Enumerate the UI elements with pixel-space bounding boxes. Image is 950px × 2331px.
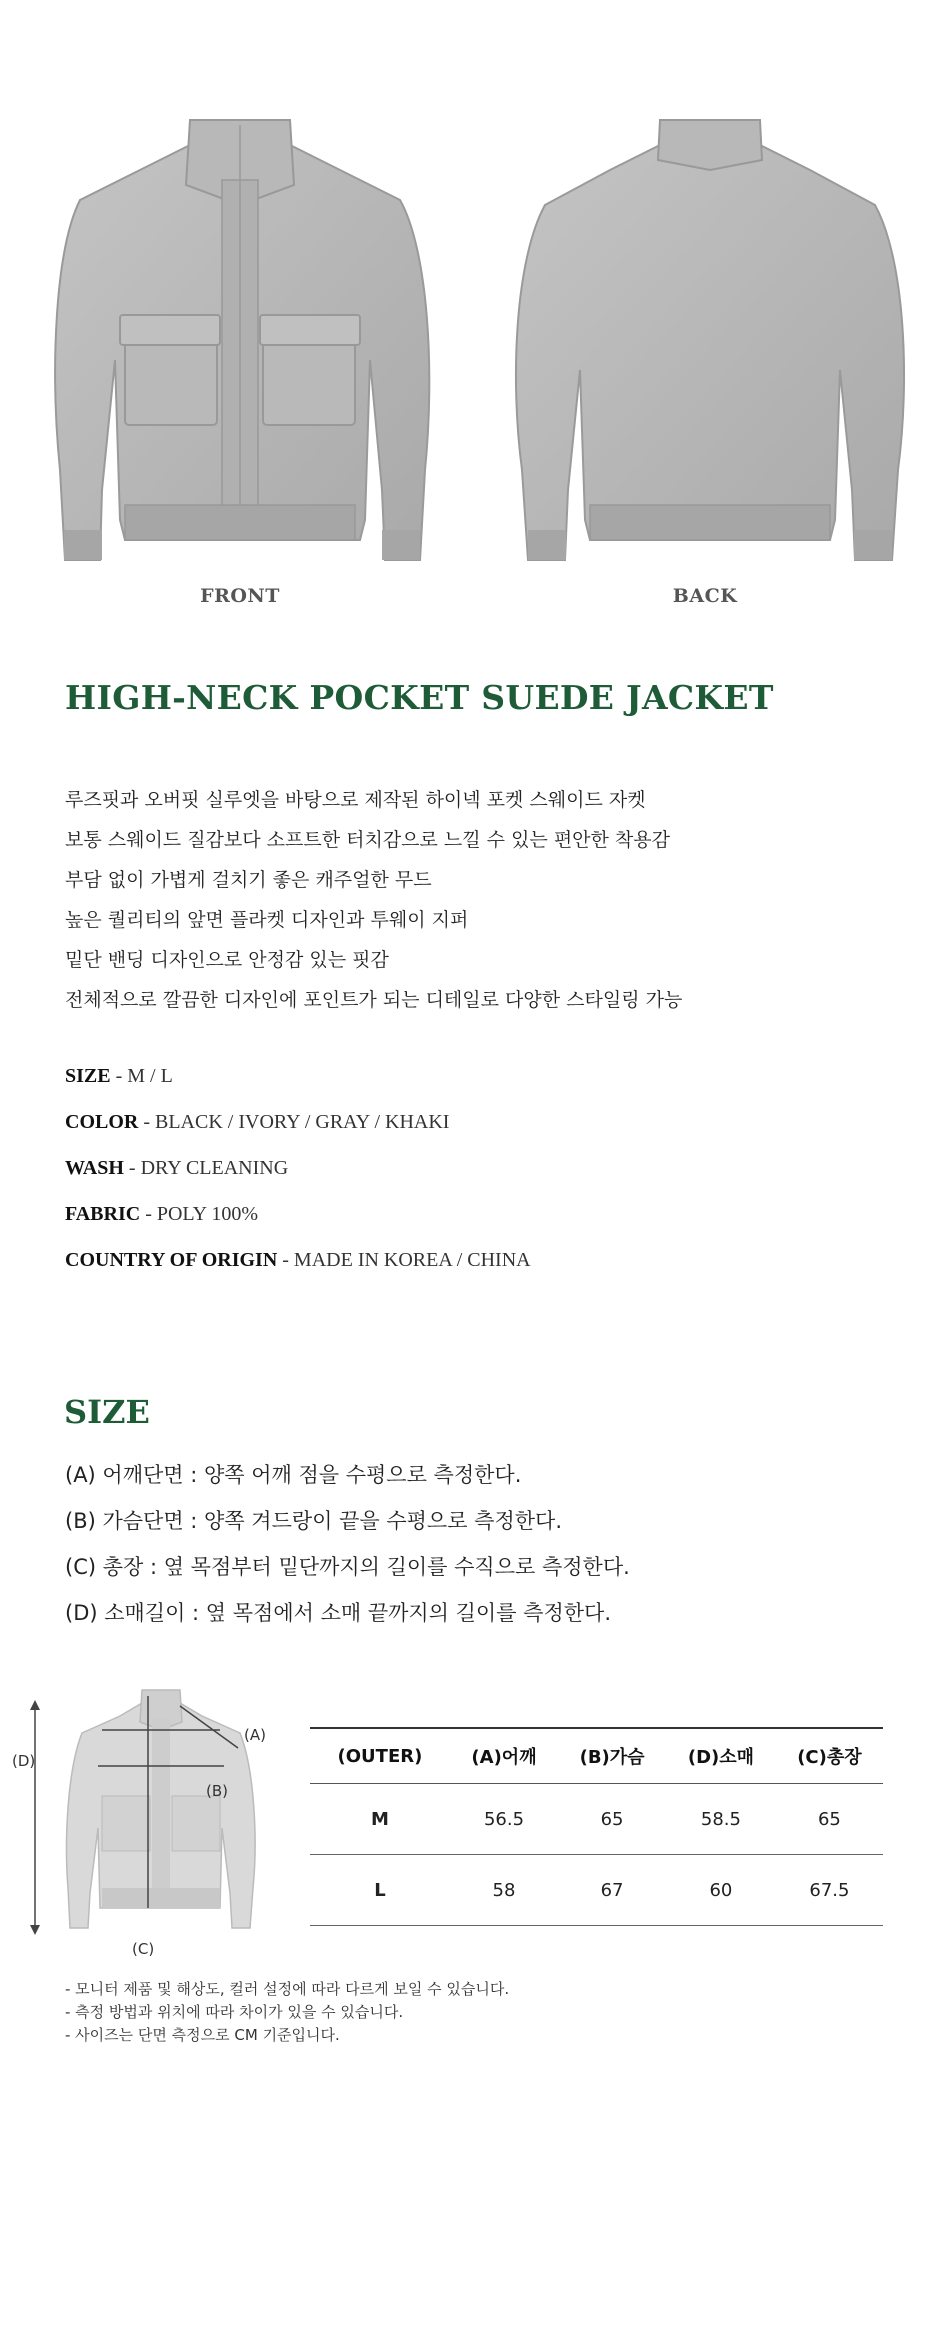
spec-color: COLOR - BLACK / IVORY / GRAY / KHAKI <box>65 1111 450 1133</box>
description-line: 보통 스웨이드 질감보다 소프트한 터치감으로 느낄 수 있는 편안한 착용감 <box>65 829 670 851</box>
note-line: - 측정 방법과 위치에 따라 차이가 있을 수 있습니다. <box>65 2003 404 2021</box>
measurement-a: (A) 어깨단면 : 양쪽 어깨 점을 수평으로 측정한다. <box>65 1463 522 1487</box>
product-specs <box>65 1053 531 1283</box>
table-row <box>310 1784 883 1855</box>
header-chest: (B)가슴 <box>558 1728 666 1784</box>
measurement-d: (D) 소매길이 : 옆 목점에서 소매 끝까지의 길이를 측정한다. <box>65 1601 611 1625</box>
header-shoulder: (A)어깨 <box>450 1728 558 1784</box>
cell-sleeve: 58.5 <box>666 1784 776 1855</box>
spec-wash: WASH - DRY CLEANING <box>65 1157 289 1179</box>
header-outer: (OUTER) <box>310 1728 450 1784</box>
header-length: (C)총장 <box>776 1728 883 1784</box>
spec-fabric: FABRIC - POLY 100% <box>65 1203 258 1225</box>
size-table <box>310 1727 883 1926</box>
cell-sleeve: 60 <box>666 1855 776 1926</box>
cell-shoulder: 56.5 <box>450 1784 558 1855</box>
header-sleeve: (D)소매 <box>666 1728 776 1784</box>
spec-size: SIZE - M / L <box>65 1065 173 1087</box>
product-description <box>65 780 682 1020</box>
description-line: 부담 없이 가볍게 걸치기 좋은 캐주얼한 무드 <box>65 869 432 891</box>
description-line: 루즈핏과 오버핏 실루엣을 바탕으로 제작된 하이넥 포켓 스웨이드 자켓 <box>65 789 646 811</box>
front-label: FRONT <box>200 585 280 607</box>
size-notes <box>65 1978 509 2047</box>
description-line: 밑단 밴딩 디자인으로 안정감 있는 핏감 <box>65 949 389 971</box>
measurement-c: (C) 총장 : 옆 목점부터 밑단까지의 길이를 수직으로 측정한다. <box>65 1555 630 1579</box>
sleeve-length-arrow <box>28 1700 42 1935</box>
measurement-b: (B) 가슴단면 : 양쪽 겨드랑이 끝을 수평으로 측정한다. <box>65 1509 562 1533</box>
front-jacket-image <box>40 110 440 580</box>
table-row <box>310 1855 883 1926</box>
measurement-diagram <box>60 1688 265 1938</box>
cell-length: 65 <box>776 1784 883 1855</box>
product-title: HIGH-NECK POCKET SUEDE JACKET <box>65 678 774 717</box>
description-line: 전체적으로 깔끔한 디자인에 포인트가 되는 디테일로 다양한 스타일링 가능 <box>65 989 683 1011</box>
row-size-label: M <box>310 1784 450 1855</box>
description-line: 높은 퀄리티의 앞면 플라켓 디자인과 투웨이 지퍼 <box>65 909 469 931</box>
diagram-label-a: (A) <box>244 1726 266 1744</box>
diagram-label-d: (D) <box>12 1752 36 1770</box>
diagram-label-c: (C) <box>132 1940 155 1958</box>
back-label: BACK <box>672 585 738 607</box>
diagram-label-b: (B) <box>206 1782 228 1800</box>
measurement-guide <box>65 1452 630 1636</box>
cell-length: 67.5 <box>776 1855 883 1926</box>
note-line: - 사이즈는 단면 측정으로 CM 기준입니다. <box>65 2026 340 2044</box>
cell-chest: 67 <box>558 1855 666 1926</box>
note-line: - 모니터 제품 및 해상도, 컬러 설정에 따라 다르게 보일 수 있습니다. <box>65 1980 510 1998</box>
row-size-label: L <box>310 1855 450 1926</box>
cell-shoulder: 58 <box>450 1855 558 1926</box>
cell-chest: 65 <box>558 1784 666 1855</box>
size-section-title: SIZE <box>64 1393 150 1431</box>
size-table-header <box>310 1728 883 1784</box>
spec-origin: COUNTRY OF ORIGIN - MADE IN KOREA / CHINA <box>65 1249 531 1271</box>
back-jacket-image <box>500 110 920 580</box>
